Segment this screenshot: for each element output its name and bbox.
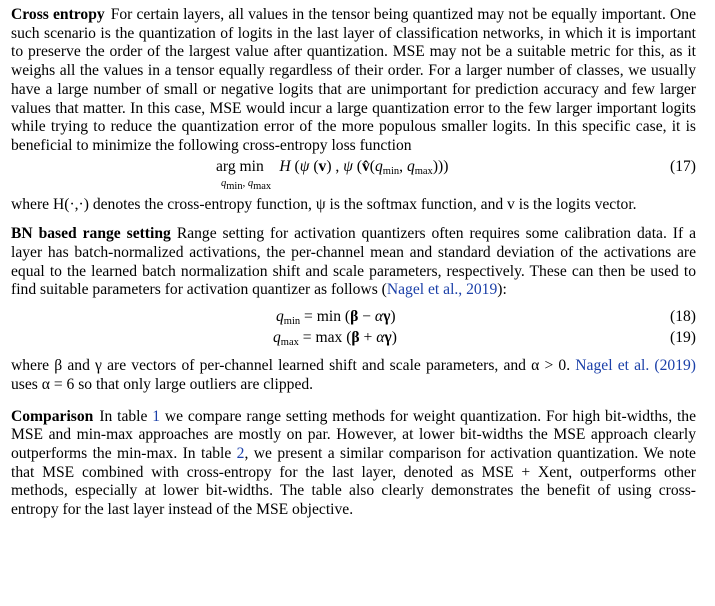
bn-range-paragraph	[11, 225, 696, 300]
equation-19-number: (19)	[670, 329, 696, 347]
bn-range-heading: BN based range setting	[11, 225, 171, 243]
equation-18-number: (18)	[670, 308, 696, 326]
equation-18	[11, 308, 696, 329]
bn-range-where	[11, 357, 696, 394]
equation-17-number: (17)	[670, 157, 696, 175]
equation-19	[11, 329, 696, 351]
equation-17	[11, 156, 696, 194]
equation-18-body: $q_{min} = \min (\beta - \alpha\gamma)$	[276, 308, 396, 328]
citation-nagel-2019-b[interactable]: Nagel et al. (2019)	[575, 357, 696, 375]
argmin-subscript: $q_{min}$, $q_{max}$	[221, 177, 272, 192]
bn-range-text-b: ):	[497, 281, 507, 299]
cross-entropy-paragraph	[11, 6, 696, 156]
bn-where-text-b: uses α = 6 so that only large outliers are clipped.	[11, 375, 314, 393]
table-1-ref[interactable]: 1	[152, 407, 161, 425]
equation-19-body: $q_{max} = \max (\beta + \alpha\gamma)$	[273, 329, 397, 349]
comparison-paragraph	[11, 408, 696, 520]
citation-nagel-2019[interactable]: Nagel et al., 2019	[386, 281, 498, 299]
cross-entropy-where: where H(·,·) denotes the cross-entropy function, ψ is the softmax function, and v is the logits vector.	[11, 195, 637, 213]
comparison-heading: Comparison	[11, 407, 94, 425]
paper-page	[11, 6, 696, 520]
bn-range-text-a: Range setting for activation quantizers often requires some calibration data. If a layer has batch-normalized activations, the per-channel mean and standard deviation of the activations are equal to the learned batch normalization shift and scale parameters, respectively. These can then be used to find suitable parameters for activation quantizer as follows (	[11, 225, 696, 299]
comparison-text-c: , we present a similar comparison for activation quantization. We note that MSE combined with cross-entropy for the last layer, denoted as MSE + Xent, outperforms other methods, especially at lower bit-widths. The table also clearly demonstrates the benefit of using cross-entropy for the last layer instead of the MSE objective.	[11, 444, 696, 519]
equation-17-body: arg min H (ψ (v) , ψ ($v̂(q_{min}$, $q_{max}$)))	[216, 157, 449, 177]
table-2-ref[interactable]: 2	[236, 444, 245, 462]
comparison-text-b: we compare range setting methods for weight quantization. For high bit-widths, the MSE and min-max approaches are mostly on par. However, at lower bit-widths the MSE approach clearly outperforms the min-max. In table	[11, 407, 696, 462]
bn-where-text-a: where β and γ are vectors of per-channel learned shift and scale parameters, and α > 0.	[11, 357, 576, 375]
cross-entropy-heading: Cross entropy	[11, 6, 105, 23]
comparison-text-a: In table	[99, 407, 153, 425]
cross-entropy-text: For certain layers, all values in the tensor being quantized may not be equally important. One such scenario is the quantization of logits in the last layer of classification networks, in which it is important to preserve the order of the largest value after quantization. MSE may not be a suitable metric for this, as it weighs all the values in a tensor equally regardless of their order. For a larger number of classes, we usually have a large number of small or negative logits that are unimportant for prediction accuracy and few larger values that matter. In this case, MSE would incur a large quantization error to the few larger important logits while trying to reduce the quantization error of the more populous smaller logits. In this specific case, it is beneficial to minimize the following cross-entropy loss function	[11, 6, 696, 154]
